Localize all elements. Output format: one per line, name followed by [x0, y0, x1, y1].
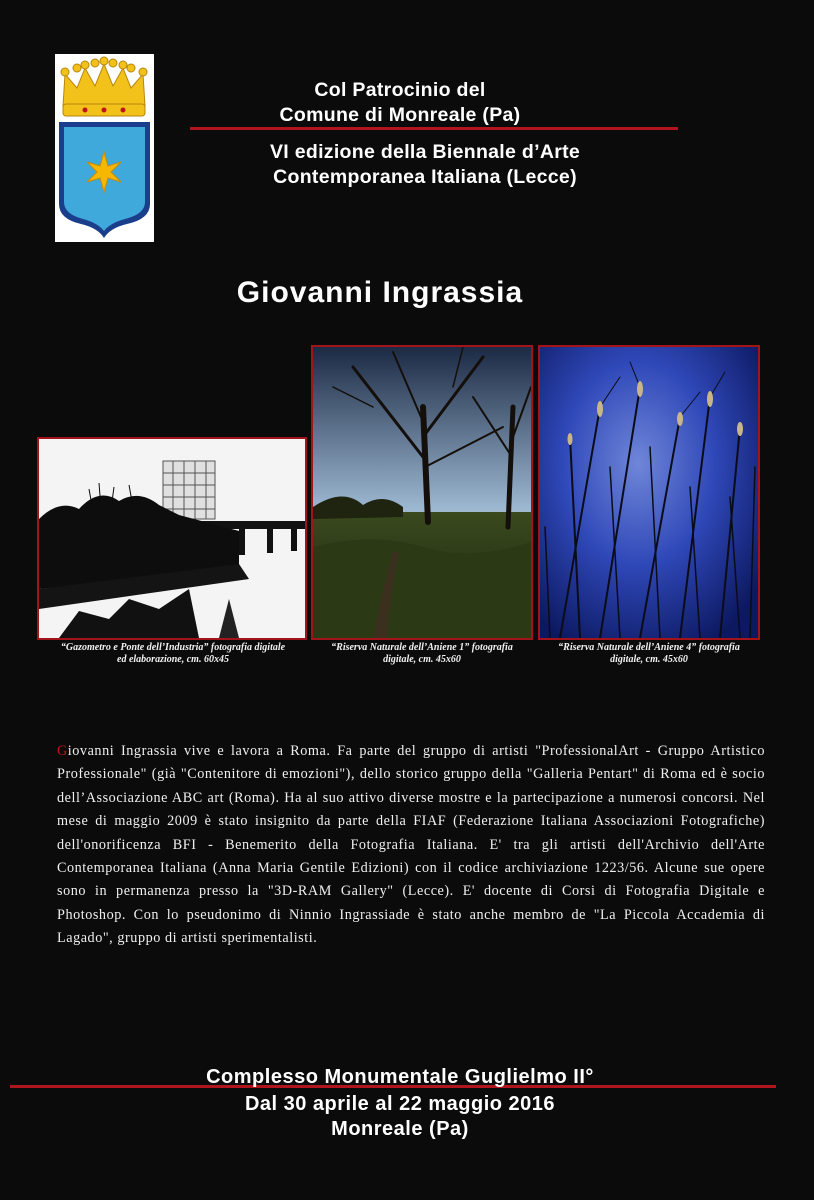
caption-line: digitale, cm. 45x60 [610, 654, 688, 665]
event-line-1: VI edizione della Biennale d’Arte [269, 141, 581, 163]
bio-initial: G [57, 743, 68, 759]
patronage-line-2: Comune di Monreale (Pa) [279, 104, 521, 126]
photo-aniene-4 [538, 345, 760, 640]
caption-line: ed elaborazione, cm. 60x45 [117, 654, 229, 665]
caption-line: digitale, cm. 45x60 [383, 654, 461, 665]
photo-caption-aniene-1 [308, 642, 536, 666]
exhibition-dates: Dal 30 aprile al 22 maggio 2016 [244, 1093, 556, 1115]
caption-line: “Gazometro e Ponte dell’Industria” fotografia digitale [60, 642, 286, 653]
coat-of-arms-icon [55, 54, 154, 242]
caption-line: “Riserva Naturale dell’Aniene 1” fotografia [331, 642, 513, 653]
patronage-heading [200, 78, 600, 128]
photo-gazometro [37, 437, 307, 640]
artist-name: Giovanni Ingrassia [236, 276, 524, 309]
caption-line: “Riserva Naturale dell’Aniene 4” fotografia [558, 642, 740, 653]
photo-caption-gazometro [32, 642, 314, 666]
artist-biography [57, 740, 765, 951]
event-heading [190, 140, 660, 190]
photo-caption-aniene-4 [535, 642, 763, 666]
header-divider [190, 127, 678, 130]
bio-text: iovanni Ingrassia vive e lavora a Roma. Fa parte del gruppo di artisti "ProfessionalArt - Gruppo Artistico Professionale" (già "Contenitore di emozioni"), dello storico gruppo della "Galleria Pentart" di Roma ed è socio dell’Associazione ABC art (Roma). Ha al suo attivo diverse mostre e la partecipazione a numerosi concorsi. Nel mese di maggio 2009 è stato insignito da parte della FIAF (Federazione Italiana Associazioni Fotografiche) dell'onorificenza BFI - Benemerito della Fotografia Italiana. E' tra gli artisti dell'Archivio dell'Arte Contemporanea Italiana (Anna Maria Gentile Edizioni) con il codice archiviazione 1223/56. Alcune sue opere sono in permanenza presso la "3D-RAM Gallery" (Lecce). E' docente di Corsi di Fotografia Digitale e Photoshop. Con lo pseudonimo di Ninnio Ingrassiade è stato anche membro de "La Piccola Accademia di Lagado", gruppo di artisti sperimentalisti. [57, 743, 765, 947]
photo-aniene-1 [311, 345, 533, 640]
exhibition-place: Monreale (Pa) [331, 1118, 469, 1140]
venue: Complesso Monumentale Guglielmo II° [206, 1066, 594, 1088]
patronage-line-1: Col Patrocinio del [314, 79, 486, 101]
event-line-2: Contemporanea Italiana (Lecce) [273, 166, 577, 188]
exhibition-info [110, 1065, 690, 1142]
